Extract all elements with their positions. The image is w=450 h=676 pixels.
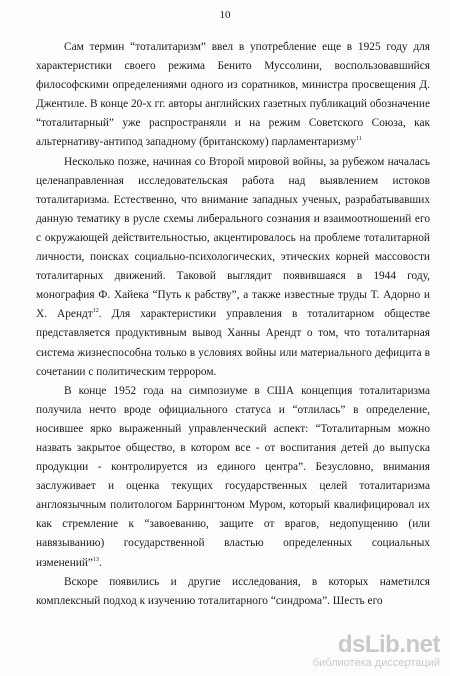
paragraph-text: В конце 1952 года на симпозиуме в США концепция тоталитаризма получила нечто вроде официального статуса и “отлилась” в определение, носившее ярко выраженный управленческий аспект: “Тоталитарным можно назвать закрытое общество, в котором все - от воспитания детей до выпуска продукции - контролируется из единого центра”. Безусловно, внимания заслуживает и оценка текущих государственных целей тоталитаризма англоязычным политологом Баррингтоном Муром, который квалифицировал их как стремление к “завоеванию, защите от врагов, недопущению (или навязыванию) государственной властью определенных социальных изменений” <box>36 384 430 569</box>
paragraph-text: Вскоре появились и другие исследования, в которых наметился комплексный подход к изучению тоталитарного “синдрома”. Шесть его <box>36 575 430 607</box>
footnote-ref: 13 <box>92 556 99 563</box>
paragraph <box>36 573 430 611</box>
paragraph-text: Сам термин “тоталитаризм” ввел в употребление еще в 1925 году для характеристики своего режима Бенито Муссолини, воспользовавшийся философскими определениями одного из соратников, министра просвещения Д. Джентиле. В конце 20-х гг. авторы английских газетных публикаций обозначение “тоталитарный” уже распространяли и на режим Советского Союза, как альтернативу-антипод западному (британскому) парламентаризму <box>36 41 430 149</box>
watermark-subtitle: библиотека диссертаций <box>312 657 440 669</box>
body-text <box>36 38 430 611</box>
page-number: 10 <box>219 9 231 21</box>
paragraph-tail: . Для характеристики управления в тоталитарном обществе представляется продуктивным вывод Ханны Арендт о том, что тоталитарная система жизнеспособна только в условиях войны или материального дефицита в сочетании с политическим террором. <box>36 308 431 378</box>
paragraph <box>36 38 430 153</box>
footnote-ref: 11 <box>356 136 362 143</box>
paragraph-tail: . <box>98 556 102 569</box>
watermark <box>313 633 440 670</box>
paragraph <box>36 382 430 573</box>
paragraph-text: Несколько позже, начиная со Второй мировой войны, за рубежом началась целенаправленная исследовательская работа над выявлением истоков тоталитаризма. Естественно, что внимание западных ученых, разрабатывавших данную тематику в русле схемы либерального сознания и взаимоотношений его с окружающей действительностью, акцентировалось на проблеме тоталитарной личности, поисках социально-психологических, этических корней массовости тоталитарных движений. Таковой выглядит появившаяся в 1944 году, монография Ф. Хайека “Путь к рабству”, а также известные труды Т. Адорно и Х. Арендт <box>36 155 430 321</box>
watermark-logo: dsLib.net <box>337 631 440 658</box>
footnote-ref: 12 <box>92 308 99 315</box>
paragraph <box>36 153 430 382</box>
